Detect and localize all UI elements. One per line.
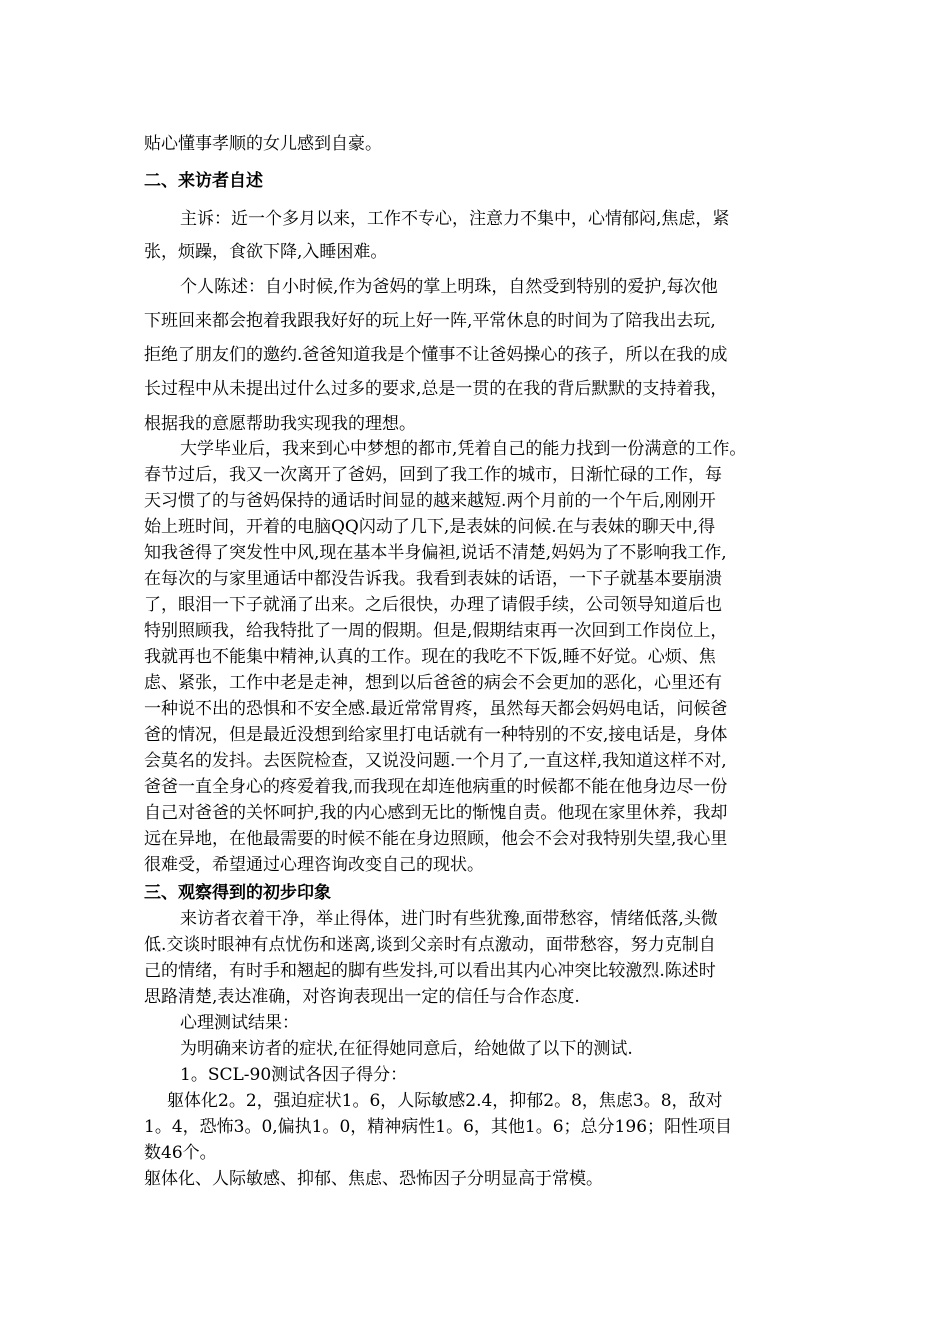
paragraph-line: 下班回来都会抱着我跟我好好的玩上好一阵,平常休息的时间为了陪我出去玩, [144, 311, 716, 331]
paragraph-line: 为明确来访者的症状,在征得她同意后，给她做了以下的测试. [180, 1039, 633, 1059]
paragraph-line: 思路清楚,表达准确，对咨询表现出一定的信任与合作态度. [144, 987, 580, 1007]
paragraph-line: 来访者衣着干净，举止得体，进门时有些犹豫,面带愁容，情绪低落,头微 [180, 909, 718, 929]
paragraph-line: 一种说不出的恐惧和不安全感.最近常常胃疼，虽然每天都会妈妈电话，问候爸 [144, 699, 728, 719]
paragraph-line: 根据我的意愿帮助我实现我的理想。 [144, 414, 416, 434]
paragraph-line: 数46个。 [144, 1143, 217, 1163]
section-heading: 三、观察得到的初步印象 [144, 883, 331, 903]
paragraph-line: 个人陈述：自小时候,作为爸妈的掌上明珠，自然受到特别的爱护,每次他 [180, 277, 718, 297]
paragraph-line: 躯体化2。2，强迫症状1。6，人际敏感2.4，抑郁2。8，焦虑3。8，敌对 [167, 1091, 723, 1111]
paragraph-line: 主诉：近一个多月以来，工作不专心，注意力不集中，心情郁闷,焦虑，紧 [180, 209, 730, 229]
paragraph-line: 爸的情况，但是最近没想到给家里打电话就有一种特别的不安,接电话是，身体 [144, 725, 728, 745]
paragraph-line: 1。4，恐怖3。0,偏执1。0，精神病性1。6，其他1。6；总分196；阳性项目 [144, 1117, 733, 1137]
paragraph-line: 很难受，希望通过心理咨询改变自己的现状。 [144, 855, 484, 875]
paragraph-line: 低.交谈时眼神有点忧伤和迷离,谈到父亲时有点激动，面带愁容，努力克制自 [144, 935, 716, 955]
paragraph-line: 远在异地，在他最需要的时候不能在身边照顾，他会不会对我特别失望,我心里 [144, 829, 728, 849]
paragraph-line: 大学毕业后，我来到心中梦想的都市,凭着自己的能力找到一份满意的工作。 [180, 439, 747, 459]
paragraph-line: 长过程中从未提出过什么过多的要求,总是一贯的在我的背后默默的支持着我， [144, 379, 728, 399]
paragraph-line: 天习惯了的与爸妈保持的通话时间显的越来越短.两个月前的一个午后,刚刚开 [144, 491, 716, 511]
paragraph-line: 在每次的与家里通话中都没告诉我。我看到表妹的话语，一下子就基本要崩溃 [144, 569, 722, 589]
paragraph-line: 自己对爸爸的关怀呵护,我的内心感到无比的惭愧自责。他现在家里休养，我却 [144, 803, 728, 823]
paragraph-line: 会莫名的发抖。去医院检查，又说没问题.一个月了,一直这样,我知道这样不对, [144, 751, 727, 771]
paragraph-line: 爸爸一直全身心的疼爱着我,而我现在却连他病重的时候都不能在他身边尽一份 [144, 777, 728, 797]
paragraph-line: 贴心懂事孝顺的女儿感到自豪。 [144, 134, 382, 154]
paragraph-line: 春节过后，我又一次离开了爸妈，回到了我工作的城市，日渐忙碌的工作，每 [144, 465, 722, 485]
paragraph-line: 了，眼泪一下子就涌了出来。之后很快，办理了请假手续，公司领导知道后也 [144, 595, 722, 615]
paragraph-line: 己的情绪，有时手和翘起的脚有些发抖,可以看出其内心冲突比较激烈.陈述时 [144, 961, 716, 981]
section-heading: 二、来访者自述 [144, 171, 263, 191]
paragraph-line: 虑、紧张，工作中老是走神，想到以后爸爸的病会不会更加的恶化，心里还有 [144, 673, 722, 693]
paragraph-line: 拒绝了朋友们的邀约.爸爸知道我是个懂事不让爸妈操心的孩子，所以在我的成 [144, 345, 728, 365]
paragraph-line: 我就再也不能集中精神,认真的工作。现在的我吃不下饭,睡不好觉。心烦、焦 [144, 647, 716, 667]
paragraph-line: 特别照顾我，给我特批了一周的假期。但是,假期结束再一次回到工作岗位上， [144, 621, 728, 641]
paragraph-line: 张，烦躁，食欲下降,入睡困难。 [144, 242, 388, 262]
paragraph-line: 知我爸得了突发性中风,现在基本半身偏袒,说话不清楚,妈妈为了不影响我工作, [144, 543, 727, 563]
paragraph-line: 躯体化、人际敏感、抑郁、焦虑、恐怖因子分明显高于常模。 [144, 1169, 603, 1189]
paragraph-line: 始上班时间，开着的电脑QQ闪动了几下,是表妹的问候.在与表妹的聊天中,得 [144, 517, 716, 537]
paragraph-line: 心理测试结果： [180, 1013, 299, 1033]
paragraph-line: 1。SCL-90测试各因子得分： [180, 1065, 408, 1085]
